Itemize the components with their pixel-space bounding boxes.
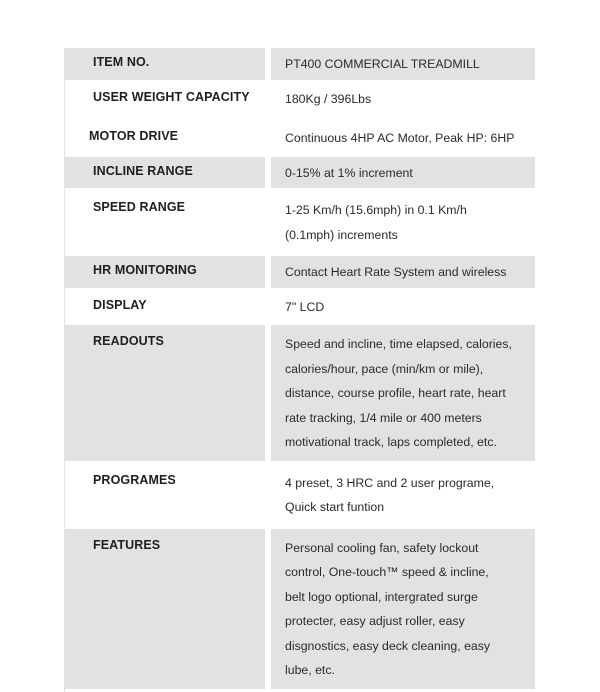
spec-value: [271, 529, 535, 689]
spec-value-line: belt logo optional, intergrated surge: [285, 589, 478, 604]
spec-label: HR MONITORING: [65, 256, 265, 288]
spec-label: PROGRAMES: [93, 472, 176, 487]
spec-value-line: disgnostics, easy deck cleaning, easy: [285, 638, 491, 653]
spec-row-speed-range: [65, 191, 535, 253]
spec-label: USER WEIGHT CAPACITY: [93, 89, 250, 104]
spec-value-line: control, One-touch™ speed & incline,: [285, 565, 489, 579]
spec-row-features: [65, 529, 535, 689]
spec-label: READOUTS: [65, 325, 265, 461]
spec-value: [271, 325, 535, 461]
spec-value-line: PT400 COMMERCIAL TREADMILL: [285, 57, 480, 71]
spec-row-hr-monitoring: [65, 256, 535, 288]
spec-value-line: 180Kg / 396Lbs: [285, 91, 372, 106]
spec-value-line: Personal cooling fan, safety lockout: [285, 540, 479, 555]
spec-value-line: (0.1mph) increments: [285, 227, 398, 242]
spec-value-line: motivational track, laps completed, etc.: [285, 435, 497, 449]
spec-value: [271, 48, 535, 80]
spec-value-line: Continuous 4HP AC Motor, Peak HP: 6HP: [285, 131, 515, 145]
spec-row-readouts: [65, 325, 535, 461]
spec-label: ITEM NO.: [65, 48, 265, 80]
spec-value-line: distance, course profile, heart rate, heart: [285, 386, 506, 400]
spec-value-line: 1-25 Km/h (15.6mph) in 0.1 Km/h: [285, 203, 467, 217]
spec-value: [271, 291, 535, 323]
spec-label: INCLINE RANGE: [65, 157, 265, 189]
spec-value-line: Contact Heart Rate System and wireless: [285, 265, 507, 279]
spec-value-line: 4 preset, 3 HRC and 2 user programe,: [285, 475, 495, 490]
spec-label: SPEED RANGE: [93, 200, 186, 214]
spec-row-item-no: [65, 48, 535, 80]
spec-value-line: protecter, easy adjust roller, easy: [285, 614, 465, 628]
spec-value-line: 0-15% at 1% increment: [285, 165, 413, 180]
spec-row-programes: [65, 464, 535, 526]
spec-row-display: [65, 291, 535, 323]
spec-value-line: calories/hour, pace (min/km or mile),: [285, 361, 484, 376]
spec-label: DISPLAY: [93, 297, 147, 312]
spec-value-line: lube, etc.: [285, 663, 335, 677]
spec-value-line: rate tracking, 1/4 mile or 400 meters: [285, 410, 482, 425]
spec-value: [271, 122, 535, 154]
spec-label: FEATURES: [65, 529, 265, 689]
spec-value: [271, 83, 535, 115]
spec-label: MOTOR DRIVE: [89, 129, 179, 143]
spec-value: [271, 256, 535, 288]
spec-value: [271, 157, 535, 189]
spec-row-motor-drive: [65, 122, 535, 154]
spec-row-incline-range: [65, 157, 535, 189]
spec-value-line: 7" LCD: [285, 299, 325, 314]
spec-value-line: Speed and incline, time elapsed, calories,: [285, 337, 512, 351]
spec-value-line: Quick start funtion: [285, 500, 385, 514]
spec-table: [64, 48, 535, 692]
spec-value: [271, 191, 535, 253]
spec-row-user-weight-capacity: [65, 83, 535, 115]
spec-value: [271, 464, 535, 526]
